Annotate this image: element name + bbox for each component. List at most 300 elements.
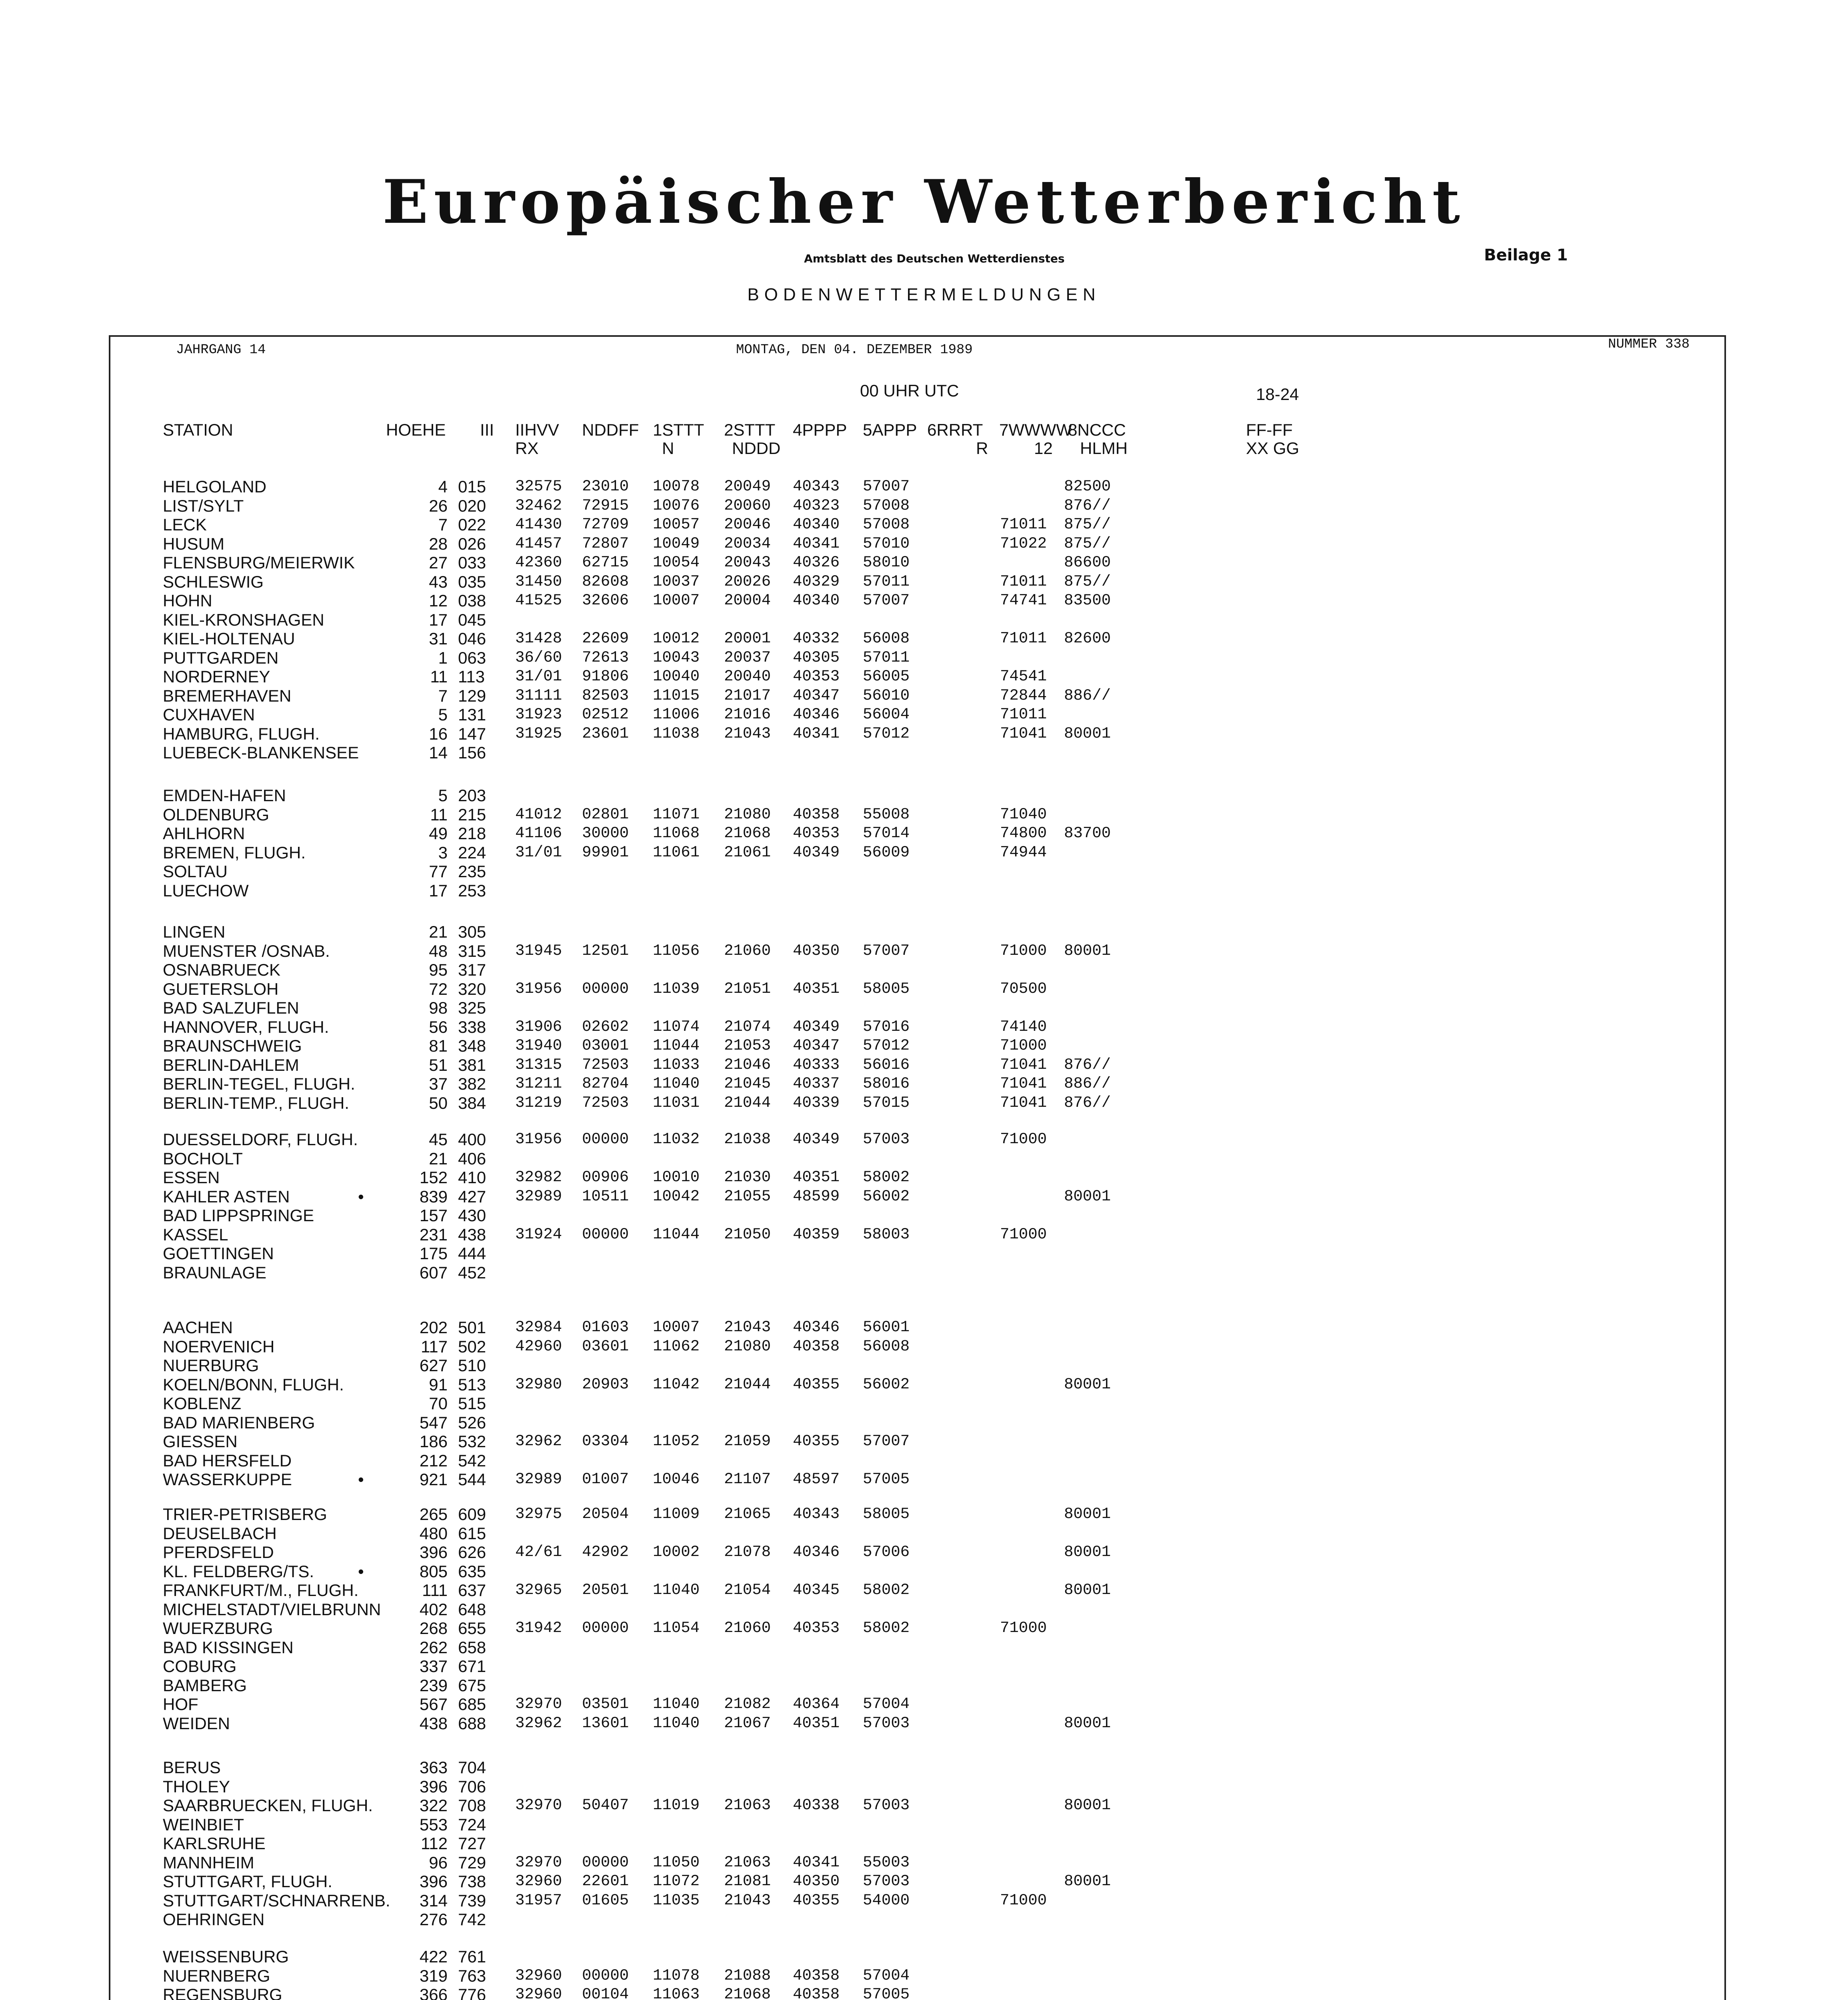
- station-name: MANNHEIM: [163, 1853, 254, 1872]
- weather-code: 58016: [863, 1075, 910, 1092]
- station-number: 675: [458, 1676, 486, 1695]
- weather-code: 32962: [515, 1432, 562, 1450]
- weather-code: 71000: [1000, 1891, 1047, 1909]
- station-name: HAMBURG, FLUGH.: [163, 724, 320, 743]
- weather-code: 31925: [515, 724, 562, 742]
- weather-code: 22601: [582, 1872, 629, 1890]
- mountain-station-marker: •: [358, 1187, 364, 1206]
- weather-code: 30000: [582, 824, 629, 842]
- station-height: 27: [429, 553, 448, 572]
- station-height: 43: [429, 572, 448, 591]
- weather-code: 42960: [515, 1337, 562, 1355]
- weather-code: 41525: [515, 592, 562, 609]
- weather-code: 21063: [724, 1853, 771, 1871]
- weather-code: 10078: [653, 478, 700, 495]
- section-title: BODENWETTERMELDUNGEN: [747, 285, 1101, 304]
- station-number: 526: [458, 1413, 486, 1432]
- station-number: 382: [458, 1074, 486, 1093]
- station-height: 21: [429, 922, 448, 941]
- station-number: 147: [458, 724, 486, 743]
- weather-code: 57012: [863, 1037, 910, 1054]
- station-name: GUETERSLOH: [163, 979, 279, 998]
- weather-code: 01605: [582, 1891, 629, 1909]
- weather-code: 57006: [863, 1543, 910, 1561]
- station-name: KASSEL: [163, 1225, 228, 1244]
- station-name: FRANKFURT/M., FLUGH.: [163, 1581, 359, 1600]
- station-height: 231: [419, 1225, 448, 1244]
- weather-code: 71011: [1000, 516, 1047, 533]
- weather-code: 31924: [515, 1225, 562, 1243]
- station-height: 17: [429, 881, 448, 900]
- weather-code: 31450: [515, 572, 562, 590]
- col-header-8nccc: 8NCCC: [1068, 420, 1126, 439]
- station-number: 615: [458, 1524, 486, 1543]
- weather-code: 32970: [515, 1796, 562, 1814]
- station-number: 218: [458, 824, 486, 843]
- weather-code: 40355: [793, 1432, 840, 1450]
- weather-code: 10007: [653, 592, 700, 609]
- weather-code: 40350: [793, 942, 840, 960]
- weather-code: 20037: [724, 648, 771, 666]
- station-name: WEIDEN: [163, 1714, 230, 1733]
- weather-code: 23601: [582, 724, 629, 742]
- station-name: WEISSENBURG: [163, 1947, 289, 1966]
- station-number: 348: [458, 1036, 486, 1055]
- weather-code: 11044: [653, 1037, 700, 1054]
- station-number: 444: [458, 1244, 486, 1263]
- weather-code: 03304: [582, 1432, 629, 1450]
- weather-code: 02602: [582, 1018, 629, 1036]
- station-height: 5: [438, 705, 448, 724]
- station-name: DEUSELBACH: [163, 1524, 277, 1543]
- weather-code: 56010: [863, 686, 910, 704]
- weather-code: 11035: [653, 1891, 700, 1909]
- weather-code: 11040: [653, 1075, 700, 1092]
- station-height: 17: [429, 610, 448, 629]
- station-height: 70: [429, 1394, 448, 1413]
- station-height: 319: [419, 1966, 448, 1985]
- weather-code: 10076: [653, 496, 700, 514]
- station-number: 156: [458, 743, 486, 762]
- station-height: 839: [419, 1187, 448, 1206]
- station-name: COBURG: [163, 1657, 237, 1676]
- weather-code: 80001: [1064, 1187, 1111, 1205]
- weather-code: 11040: [653, 1581, 700, 1599]
- station-number: 410: [458, 1168, 486, 1187]
- weather-code: 32965: [515, 1581, 562, 1599]
- weather-code: 22609: [582, 630, 629, 647]
- station-number: 215: [458, 805, 486, 824]
- weather-code: 32960: [515, 1986, 562, 2000]
- station-name: ESSEN: [163, 1168, 220, 1187]
- jahrgang-label: JAHRGANG 14: [176, 342, 266, 358]
- station-name: BRAUNSCHWEIG: [163, 1036, 302, 1055]
- station-number: 706: [458, 1777, 486, 1796]
- weather-code: 83500: [1064, 592, 1111, 609]
- weather-code: 56008: [863, 630, 910, 647]
- station-number: 022: [458, 515, 486, 534]
- station-height: 157: [419, 1206, 448, 1225]
- weather-code: 40333: [793, 1056, 840, 1074]
- station-number: 430: [458, 1206, 486, 1225]
- weather-code: 40353: [793, 824, 840, 842]
- weather-code: 32962: [515, 1714, 562, 1732]
- weather-code: 32970: [515, 1695, 562, 1713]
- weather-code: 32982: [515, 1168, 562, 1186]
- weather-code: 11054: [653, 1619, 700, 1637]
- station-height: 152: [419, 1168, 448, 1187]
- weather-code: 32989: [515, 1187, 562, 1205]
- col-header-station: STATION: [163, 420, 233, 439]
- weather-code: 11052: [653, 1432, 700, 1450]
- weather-code: 40349: [793, 1018, 840, 1036]
- weather-code: 875//: [1064, 516, 1111, 533]
- station-number: 131: [458, 705, 486, 724]
- weather-code: 20043: [724, 554, 771, 571]
- weather-code: 71011: [1000, 706, 1047, 723]
- station-height: 265: [419, 1505, 448, 1524]
- weather-code: 72844: [1000, 686, 1047, 704]
- weather-code: 40347: [793, 1037, 840, 1054]
- station-name: KIEL-HOLTENAU: [163, 629, 295, 648]
- weather-code: 03001: [582, 1037, 629, 1054]
- weather-code: 72709: [582, 516, 629, 533]
- station-name: SCHLESWIG: [163, 572, 264, 591]
- station-number: 113: [458, 667, 485, 686]
- weather-code: 41106: [515, 824, 562, 842]
- weather-code: 21078: [724, 1543, 771, 1561]
- weather-code: 40359: [793, 1225, 840, 1243]
- station-name: BAD MARIENBERG: [163, 1413, 315, 1432]
- station-height: 21: [429, 1149, 448, 1168]
- station-height: 337: [419, 1657, 448, 1676]
- station-name: BAD LIPPSPRINGE: [163, 1206, 314, 1225]
- col-header-ff-ff: FF-FF: [1246, 420, 1293, 439]
- weather-code: 80001: [1064, 1796, 1111, 1814]
- weather-code: 40351: [793, 1714, 840, 1732]
- station-name: WEINBIET: [163, 1815, 244, 1834]
- weather-code: 21074: [724, 1018, 771, 1036]
- weather-code: 41457: [515, 534, 562, 552]
- weather-code: 32462: [515, 496, 562, 514]
- weather-code: 00000: [582, 1619, 629, 1637]
- station-height: 77: [429, 862, 448, 881]
- weather-code: 36/60: [515, 648, 562, 666]
- station-height: 7: [438, 515, 448, 534]
- station-number: 020: [458, 496, 486, 515]
- weather-code: 71000: [1000, 942, 1047, 960]
- station-name: HOHN: [163, 591, 212, 610]
- weather-code: 11039: [653, 980, 700, 998]
- station-number: 406: [458, 1149, 486, 1168]
- weather-code: 21046: [724, 1056, 771, 1074]
- weather-code: 11033: [653, 1056, 700, 1074]
- weather-code: 11044: [653, 1225, 700, 1243]
- weather-code: 71041: [1000, 1056, 1047, 1074]
- station-number: 727: [458, 1834, 486, 1853]
- station-name: NUERBURG: [163, 1356, 259, 1375]
- weather-code: 40337: [793, 1075, 840, 1092]
- weather-code: 01007: [582, 1470, 629, 1488]
- station-height: 98: [429, 998, 448, 1017]
- weather-code: 10012: [653, 630, 700, 647]
- weather-code: 21082: [724, 1695, 771, 1713]
- station-name: SAARBRUECKEN, FLUGH.: [163, 1796, 373, 1815]
- weather-code: 80001: [1064, 1375, 1111, 1393]
- weather-code: 00000: [582, 980, 629, 998]
- station-height: 117: [421, 1337, 448, 1356]
- weather-code: 32984: [515, 1318, 562, 1336]
- weather-code: 32960: [515, 1966, 562, 1984]
- station-number: 742: [458, 1910, 486, 1929]
- weather-code: 886//: [1064, 1075, 1111, 1092]
- station-height: 553: [419, 1815, 448, 1834]
- station-number: 045: [458, 610, 486, 629]
- weather-code: 57011: [863, 572, 910, 590]
- station-number: 671: [458, 1657, 486, 1676]
- weather-code: 74741: [1000, 592, 1047, 609]
- weather-code: 40345: [793, 1581, 840, 1599]
- weather-code: 41430: [515, 516, 562, 533]
- station-number: 320: [458, 979, 486, 998]
- station-number: 317: [458, 960, 486, 979]
- station-name: PUTTGARDEN: [163, 648, 279, 667]
- station-height: 276: [419, 1910, 448, 1929]
- weather-code: 80001: [1064, 724, 1111, 742]
- weather-code: 40346: [793, 706, 840, 723]
- weather-code: 32989: [515, 1470, 562, 1488]
- station-height: 322: [419, 1796, 448, 1815]
- station-number: 513: [458, 1375, 486, 1394]
- station-name: HELGOLAND: [163, 477, 267, 496]
- weather-code: 03601: [582, 1337, 629, 1355]
- col-header-12: 12: [1034, 439, 1053, 458]
- report-date: MONTAG, DEN 04. DEZEMBER 1989: [736, 342, 973, 358]
- weather-code: 40339: [793, 1094, 840, 1112]
- station-name: HOF: [163, 1695, 198, 1714]
- col-header-iii: III: [480, 420, 494, 439]
- weather-code: 80001: [1064, 942, 1111, 960]
- weather-code: 876//: [1064, 1056, 1111, 1074]
- station-name: BAD KISSINGEN: [163, 1638, 294, 1657]
- station-height: 96: [429, 1853, 448, 1872]
- station-number: 224: [458, 843, 486, 862]
- weather-code: 72613: [582, 648, 629, 666]
- weather-code: 40358: [793, 1337, 840, 1355]
- station-height: 175: [419, 1244, 448, 1263]
- weather-code: 10046: [653, 1470, 700, 1488]
- weather-code: 56008: [863, 1337, 910, 1355]
- weather-code: 32975: [515, 1505, 562, 1523]
- station-height: 95: [429, 960, 448, 979]
- station-number: 685: [458, 1695, 486, 1714]
- weather-code: 56002: [863, 1187, 910, 1205]
- station-height: 438: [419, 1714, 448, 1733]
- weather-code: 57008: [863, 516, 910, 533]
- weather-code: 31219: [515, 1094, 562, 1112]
- station-name: BAD SALZUFLEN: [163, 998, 299, 1017]
- station-number: 325: [458, 998, 486, 1017]
- weather-code: 86600: [1064, 554, 1111, 571]
- weather-code: 21053: [724, 1037, 771, 1054]
- weather-code: 40340: [793, 592, 840, 609]
- weather-code: 21080: [724, 805, 771, 823]
- weather-code: 40341: [793, 1853, 840, 1871]
- weather-code: 42902: [582, 1543, 629, 1561]
- station-name: HANNOVER, FLUGH.: [163, 1017, 329, 1036]
- col-header-5appp: 5APPP: [863, 420, 917, 439]
- station-name: OLDENBURG: [163, 805, 270, 824]
- weather-code: 11078: [653, 1966, 700, 1984]
- station-height: 7: [438, 686, 448, 705]
- weather-code: 20034: [724, 534, 771, 552]
- station-number: 761: [458, 1947, 486, 1966]
- weather-code: 91806: [582, 668, 629, 685]
- weather-code: 40326: [793, 554, 840, 571]
- station-height: 31: [429, 629, 448, 648]
- weather-code: 11068: [653, 824, 700, 842]
- weather-code: 58005: [863, 1505, 910, 1523]
- weather-code: 72915: [582, 496, 629, 514]
- col-header-7wwww: 7WWWW: [999, 420, 1072, 439]
- weather-code: 20026: [724, 572, 771, 590]
- station-number: 253: [458, 881, 486, 900]
- station-name: BERUS: [163, 1758, 221, 1777]
- weather-code: 21043: [724, 1891, 771, 1909]
- weather-code: 82600: [1064, 630, 1111, 647]
- station-name: BERLIN-DAHLEM: [163, 1055, 299, 1074]
- weather-code: 72503: [582, 1094, 629, 1112]
- weather-code: 11056: [653, 942, 700, 960]
- station-name: LUECHOW: [163, 881, 249, 900]
- station-name: NUERNBERG: [163, 1966, 270, 1985]
- weather-code: 31956: [515, 980, 562, 998]
- station-name: FLENSBURG/MEIERWIK: [163, 553, 355, 572]
- mountain-station-marker: •: [358, 1470, 364, 1489]
- weather-code: 21045: [724, 1075, 771, 1092]
- station-number: 637: [458, 1581, 486, 1600]
- station-height: 262: [419, 1638, 448, 1657]
- weather-code: 40323: [793, 496, 840, 514]
- station-height: 627: [419, 1356, 448, 1375]
- weather-code: 21044: [724, 1094, 771, 1112]
- weather-code: 11062: [653, 1337, 700, 1355]
- weather-code: 00906: [582, 1168, 629, 1186]
- weather-code: 10002: [653, 1543, 700, 1561]
- station-height: 186: [419, 1432, 448, 1451]
- weather-code: 32575: [515, 478, 562, 495]
- weather-code: 21107: [724, 1470, 771, 1488]
- station-number: 015: [458, 477, 486, 496]
- station-number: 438: [458, 1225, 486, 1244]
- weather-code: 11019: [653, 1796, 700, 1814]
- weather-code: 58002: [863, 1168, 910, 1186]
- weather-code: 31906: [515, 1018, 562, 1036]
- station-number: 063: [458, 648, 486, 667]
- weather-code: 31/01: [515, 668, 562, 685]
- weather-code: 71000: [1000, 1037, 1047, 1054]
- weather-code: 11009: [653, 1505, 700, 1523]
- weather-code: 21060: [724, 1619, 771, 1637]
- weather-code: 55008: [863, 805, 910, 823]
- col-header-nddff: NDDFF: [582, 420, 639, 439]
- weather-code: 21051: [724, 980, 771, 998]
- weather-code: 10037: [653, 572, 700, 590]
- weather-code: 40305: [793, 648, 840, 666]
- station-number: 038: [458, 591, 486, 610]
- station-height: 567: [419, 1695, 448, 1714]
- station-name: MUENSTER /OSNAB.: [163, 941, 330, 960]
- weather-code: 40353: [793, 1619, 840, 1637]
- weather-code: 31111: [515, 686, 562, 704]
- station-number: 724: [458, 1815, 486, 1834]
- station-name: AACHEN: [163, 1318, 233, 1337]
- station-height: 3: [438, 843, 448, 862]
- weather-code: 57003: [863, 1872, 910, 1890]
- weather-code: 00000: [582, 1225, 629, 1243]
- weather-code: 74541: [1000, 668, 1047, 685]
- weather-code: 40338: [793, 1796, 840, 1814]
- weather-code: 10511: [582, 1187, 629, 1205]
- weather-code: 10007: [653, 1318, 700, 1336]
- weather-code: 80001: [1064, 1543, 1111, 1561]
- weather-code: 57004: [863, 1695, 910, 1713]
- weather-code: 40349: [793, 1130, 840, 1148]
- weather-code: 40343: [793, 478, 840, 495]
- weather-code: 82500: [1064, 478, 1111, 495]
- weather-code: 57007: [863, 1432, 910, 1450]
- weather-code: 71011: [1000, 572, 1047, 590]
- weather-code: 21038: [724, 1130, 771, 1148]
- weather-code: 58002: [863, 1581, 910, 1599]
- col-header-iihvv: IIHVV: [515, 420, 559, 439]
- weather-code: 57003: [863, 1796, 910, 1814]
- station-number: 626: [458, 1543, 486, 1562]
- station-number: 452: [458, 1263, 486, 1282]
- weather-code: 11040: [653, 1714, 700, 1732]
- weather-code: 58010: [863, 554, 910, 571]
- station-number: 648: [458, 1600, 486, 1619]
- weather-code: 21055: [724, 1187, 771, 1205]
- weather-code: 00000: [582, 1853, 629, 1871]
- weather-code: 56004: [863, 706, 910, 723]
- col-header-n: N: [662, 439, 674, 458]
- station-height: 112: [421, 1834, 448, 1853]
- weather-code: 71040: [1000, 805, 1047, 823]
- weather-code: 83700: [1064, 824, 1111, 842]
- weather-code: 12501: [582, 942, 629, 960]
- station-name: STUTTGART/SCHNARRENB.: [163, 1891, 390, 1910]
- station-name: LIST/SYLT: [163, 496, 244, 515]
- weather-code: 57005: [863, 1470, 910, 1488]
- station-name: OEHRINGEN: [163, 1910, 265, 1929]
- weather-code: 11015: [653, 686, 700, 704]
- station-name: BERLIN-TEGEL, FLUGH.: [163, 1074, 355, 1093]
- station-name: BRAUNLAGE: [163, 1263, 267, 1282]
- station-number: 542: [458, 1451, 486, 1470]
- station-height: 5: [438, 786, 448, 805]
- station-height: 607: [419, 1263, 448, 1282]
- weather-code: 55003: [863, 1853, 910, 1871]
- weather-code: 20001: [724, 630, 771, 647]
- weather-code: 71000: [1000, 1225, 1047, 1243]
- weather-code: 31942: [515, 1619, 562, 1637]
- weather-code: 11063: [653, 1986, 700, 2000]
- weather-code: 20504: [582, 1505, 629, 1523]
- station-height: 396: [419, 1777, 448, 1796]
- col-header-6rrrt: 6RRRT: [927, 420, 983, 439]
- station-height: 91: [429, 1375, 448, 1394]
